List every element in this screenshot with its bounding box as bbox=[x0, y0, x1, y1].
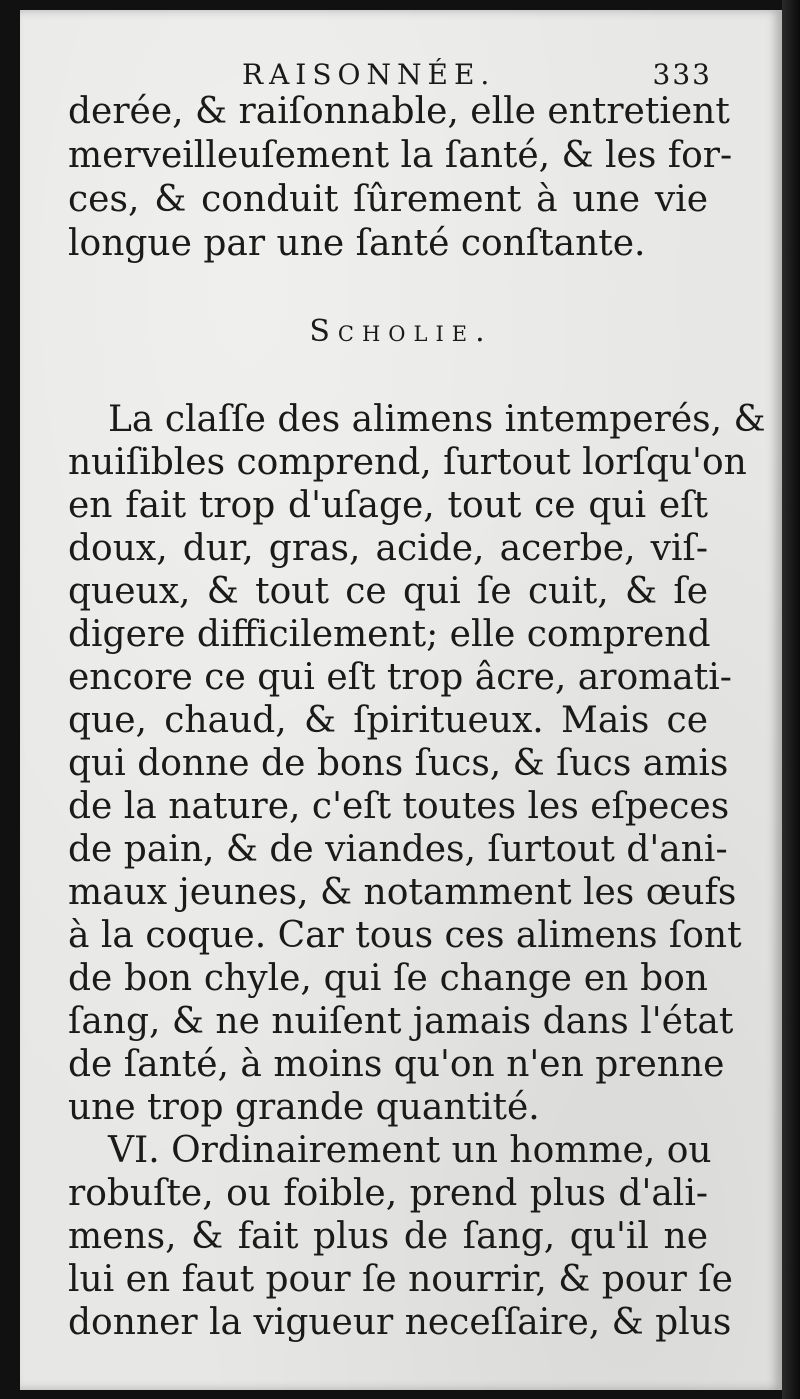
section-title: Scholie. bbox=[309, 314, 493, 349]
text-line: de pain, & de viandes, ſurtout d'ani- bbox=[68, 829, 728, 870]
text-line: donner la vigueur neceſſaire, & plus bbox=[68, 1302, 732, 1343]
text-line: derée, & raiſonnable, elle entretient bbox=[68, 91, 730, 132]
text-line: de la nature, c'eſt toutes les eſpeces bbox=[68, 786, 730, 827]
text-line: à la coque. Car tous ces alimens ſont bbox=[68, 915, 742, 956]
text-line: en fait trop d'uſage, tout ce qui eſt bbox=[68, 485, 708, 526]
text-line: encore ce qui eſt trop âcre, aromati- bbox=[68, 657, 732, 698]
text-line: merveilleuſement la ſanté, & les for- bbox=[68, 135, 733, 176]
text-line: mens, & fait plus de ſang, qu'il ne bbox=[68, 1216, 708, 1257]
text-line: de ſanté, à moins qu'on n'en prenne bbox=[68, 1044, 725, 1085]
book-page bbox=[20, 10, 782, 1390]
running-head: RAISONNÉE. bbox=[242, 58, 496, 91]
book-spine-shadow bbox=[782, 0, 800, 1399]
text-line: robuſte, ou foible, prend plus d'ali- bbox=[68, 1173, 708, 1214]
text-line: lui en faut pour ſe nourrir, & pour ſe bbox=[68, 1259, 733, 1300]
text-line: ſang, & ne nuiſent jamais dans l'état bbox=[68, 1001, 734, 1042]
text-line: digere difficilement; elle comprend bbox=[68, 614, 711, 655]
text-line: une trop grande quantité. bbox=[68, 1087, 540, 1128]
text-line: queux, & tout ce qui ſe cuit, & ſe bbox=[68, 571, 708, 612]
text-line: qui donne de bons ſucs, & ſucs amis bbox=[68, 743, 729, 784]
text-line: de bon chyle, qui ſe change en bon bbox=[68, 958, 708, 999]
page-number: 333 bbox=[652, 58, 712, 91]
text-line: que, chaud, & ſpiritueux. Mais ce bbox=[68, 700, 708, 741]
text-line: maux jeunes, & notamment les œufs bbox=[68, 872, 737, 913]
text-line: VI. Ordinairement un homme, ou bbox=[108, 1130, 712, 1171]
text-line: longue par une ſanté conſtante. bbox=[68, 223, 646, 264]
text-line: doux, dur, gras, acide, acerbe, viſ- bbox=[68, 528, 708, 569]
text-line: nuiſibles comprend, ſurtout lorſqu'on bbox=[68, 442, 747, 483]
text-line: ces, & conduit ſûrement à une vie bbox=[68, 179, 708, 220]
text-line: La claſſe des alimens intemperés, & bbox=[108, 399, 766, 440]
